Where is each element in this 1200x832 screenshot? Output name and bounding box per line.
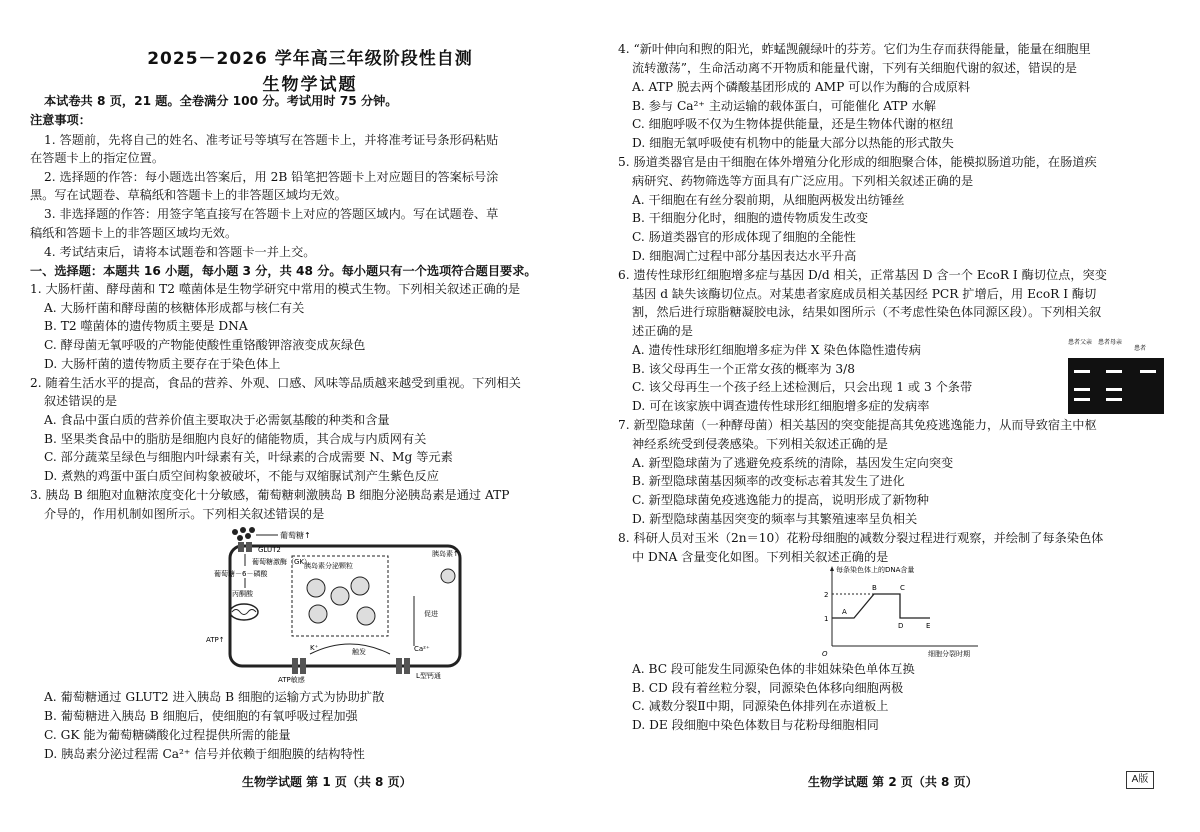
graph-point: C [900,584,905,592]
section-heading: 一、选择题：本题共 16 小题，每小题 3 分，共 48 分。每小题只有一个选项符合题目要求。 [30,264,537,278]
fig-pyruvate: 丙酮酸 [232,590,253,598]
q7-option: C. 新型隐球菌免疫逃逸能力的提高，说明形成了新物种 [632,493,929,507]
notice-line: 2. 选择题的作答：每小题选出答案后，用 2B 铅笔把答题卡上对应题目的答案标号涂 [44,170,499,184]
notice-line: 黑。写在试题卷、草稿纸和答题卡上的非答题区域均无效。 [30,188,347,202]
q8-stem: 中 DNA 含量变化如图。下列相关叙述正确的是 [632,550,889,564]
graph-origin: O [822,650,828,658]
q3-option: D. 胰岛素分泌过程需 Ca²⁺ 信号并依赖于细胞膜的结构特性 [44,747,365,761]
q3-option: B. 葡萄糖进入胰岛 B 细胞后，使细胞的有氧呼吸过程加强 [44,709,358,723]
fig-katp1: ATP敏感 [278,676,305,684]
q6-option: D. 可在该家族中调查遗传性球形红细胞增多症的发病率 [632,399,930,413]
q1-option: A. 大肠杆菌和酵母菌的核糖体形成都与核仁有关 [44,301,305,315]
q7-option: A. 新型隐球菌为了逃避免疫系统的清除，基因发生定向突变 [632,456,954,470]
gel-label-patient: 患者 [1134,345,1147,352]
fig-promote: 促进 [424,610,438,618]
doc-subtitle: 生物学试题 [262,75,358,95]
fig-atp: ATP↑ [206,636,225,644]
q3-stem: 介导的，作用机制如图所示。下列相关叙述错误的是 [44,507,325,521]
insulin-mechanism-figure [200,526,490,686]
graph-point: A [842,608,847,616]
q6-stem: 6. 遗传性球形红细胞增多症与基因 D/d 相关，正常基因 D 含一个 EcoR Ⅰ 酶切位点，突变 [618,268,1107,282]
q4-stem: 4. “新叶伸向和煦的阳光，蚱蜢觊觎绿叶的芬芳。它们为生存而获得能量，能量在细胞里 [618,42,1091,56]
dna-content-graph [814,562,984,658]
right-page [618,0,1178,832]
q1-option: B. T2 噬菌体的遗传物质主要是 DNA [44,319,248,333]
q4-option: C. 细胞呼吸不仅为生物体提供能量，还是生物体代谢的枢纽 [632,117,954,131]
q3-option: A. 葡萄糖通过 GLUT2 进入胰岛 B 细胞的运输方式为协助扩散 [44,690,385,704]
fig-gk: 葡萄糖激酶（GK） [252,558,312,566]
q6-stem: 述正确的是 [632,324,693,338]
exam-info: 本试卷共 8 页，21 题。全卷满分 100 分。考试用时 75 分钟。 [44,94,398,108]
q2-option: C. 部分蔬菜呈绿色与细胞内叶绿素有关，叶绿素的合成需要 N、Mg 等元素 [44,450,453,464]
gel-label-father: 患者父亲 [1068,339,1093,346]
graph-ytick: 1 [824,615,829,623]
fig-trigger: 触发 [352,648,366,656]
fig-granules: 胰岛素分泌颗粒 [304,562,353,570]
q4-option: A. ATP 脱去两个磷酸基团形成的 AMP 可以作为酶的合成原料 [632,80,971,94]
q3-option: C. GK 能为葡萄糖磷酸化过程提供所需的能量 [44,728,291,742]
left-page [30,0,590,832]
notice-line: 1. 答题前，先将自己的姓名、准考证号等填写在答题卡上，并将准考证号条形码粘贴 [44,133,499,147]
q1-stem: 1. 大肠杆菌、酵母菌和 T2 噬菌体是生物学研究中常用的模式生物。下列相关叙述正确的是 [30,282,521,296]
notice-line: 稿纸和答题卡上的非答题区域均无效。 [30,226,238,240]
fig-glucose: 葡萄糖↑ [280,531,311,540]
q6-stem: 基因 d 缺失该酶切位点。对某患者家庭成员相关基因经 PCR 扩增后，用 EcoR Ⅰ 酶切 [632,287,1097,301]
notice-line: 在答题卡上的指定位置。 [30,151,165,165]
doc-title: 2025－2026 学年高三年级阶段性自测 [147,49,473,69]
q8-stem: 8. 科研人员对玉米（2n＝10）花粉母细胞的减数分裂过程进行观察，并绘制了每条染色体 [618,531,1104,545]
graph-ylabel: 每条染色体上的DNA含量 [836,566,915,574]
fig-lca1: L型钙通 [416,672,441,680]
q5-option: A. 干细胞在有丝分裂前期，从细胞两极发出纺锤丝 [632,193,905,207]
q8-option: A. BC 段可能发生同源染色体的非姐妹染色单体互换 [632,662,915,676]
notice-heading: 注意事项： [30,113,91,127]
page-footer: 生物学试题 第 2 页（共 8 页） [808,775,978,789]
notice-line: 3. 非选择题的作答：用签字笔直接写在答题卡上对应的答题区域内。写在试题卷、草 [44,207,499,221]
q2-option: D. 煮熟的鸡蛋中蛋白质空间构象被破坏，不能与双缩脲试剂产生紫色反应 [44,469,439,483]
q6-option: C. 该父母再生一个孩子经上述检测后，只会出现 1 或 3 个条带 [632,380,973,394]
q5-option: D. 细胞凋亡过程中部分基因表达水平升高 [632,249,857,263]
q8-option: B. CD 段有着丝粒分裂，同源染色体移向细胞两极 [632,681,904,695]
graph-point: D [898,622,904,630]
page-footer: 生物学试题 第 1 页（共 8 页） [242,775,412,789]
q2-stem: 叙述错误的是 [44,394,118,408]
fig-glut2: GLUT2 [258,546,281,554]
graph-point: B [872,584,877,592]
q5-option: C. 肠道类器官的形成体现了细胞的全能性 [632,230,856,244]
q5-stem: 5. 肠道类器官是由干细胞在体外增殖分化形成的细胞聚合体，能模拟肠道功能，在肠道疾 [618,155,1097,169]
q7-stem: 7. 新型隐球菌（一种酵母菌）相关基因的突变能提高其免疫逃逸能力，从而导致宿主中枢 [618,418,1097,432]
fig-g6p: 葡萄糖－6－磷酸 [214,570,268,578]
q4-option: D. 细胞无氧呼吸使有机物中的能量大部分以热能的形式散失 [632,136,954,150]
graph-xlabel: 细胞分裂时期 [928,650,970,658]
q5-stem: 病研究、药物筛选等方面具有广泛应用。下列相关叙述正确的是 [632,174,974,188]
fig-insulin: 胰岛素↑ [432,550,459,558]
q8-option: D. DE 段细胞中染色体数目与花粉母细胞相同 [632,718,879,732]
q7-option: D. 新型隐球菌基因突变的频率与其繁殖速率呈负相关 [632,512,918,526]
q3-stem: 3. 胰岛 B 细胞对血糖浓度变化十分敏感，葡萄糖刺激胰岛 B 细胞分泌胰岛素是通过 ATP [30,488,510,502]
q2-option: B. 坚果类食品中的脂肪是细胞内良好的储能物质，其合成与内质网有关 [44,432,427,446]
gel-label-mother: 患者母亲 [1098,339,1123,346]
gel-figure [1064,336,1174,416]
q6-option: B. 该父母再生一个正常女孩的概率为 3/8 [632,362,856,376]
q5-option: B. 干细胞分化时，细胞的遗传物质发生改变 [632,211,869,225]
q6-stem: 割，然后进行琼脂糖凝胶电泳，结果如图所示（不考虑性染色体同源区段）。下列相关叙 [632,305,1102,319]
fig-ca: Ca²⁺ [414,645,430,653]
graph-ytick: 2 [824,591,829,599]
q7-stem: 神经系统受到侵袭感染。下列相关叙述正确的是 [632,437,888,451]
edition-badge: A版 [1126,771,1154,789]
q6-option: A. 遗传性球形红细胞增多症为伴 X 染色体隐性遗传病 [632,343,921,357]
q8-option: C. 减数分裂Ⅱ中期，同源染色体排列在赤道板上 [632,699,889,713]
graph-point: E [926,622,931,630]
notice-line: 4. 考试结束后，请将本试题卷和答题卡一并上交。 [44,245,316,259]
q4-option: B. 参与 Ca²⁺ 主动运输的载体蛋白，可能催化 ATP 水解 [632,99,936,113]
q2-option: A. 食品中蛋白质的营养价值主要取决于必需氨基酸的种类和含量 [44,413,390,427]
q1-option: D. 大肠杆菌的遗传物质主要存在于染色体上 [44,357,281,371]
q1-option: C. 酵母菌无氧呼吸的产物能使酸性重铬酸钾溶液变成灰绿色 [44,338,366,352]
q7-option: B. 新型隐球菌基因频率的改变标志着其发生了进化 [632,474,905,488]
q2-stem: 2. 随着生活水平的提高，食品的营养、外观、口感、风味等品质越来越受到重视。下列相关 [30,376,521,390]
q4-stem: 流转激荡”，生命活动离不开物质和能量代谢，下列有关细胞代谢的叙述，错误的是 [632,61,1077,75]
fig-k: K⁺ [310,644,319,652]
